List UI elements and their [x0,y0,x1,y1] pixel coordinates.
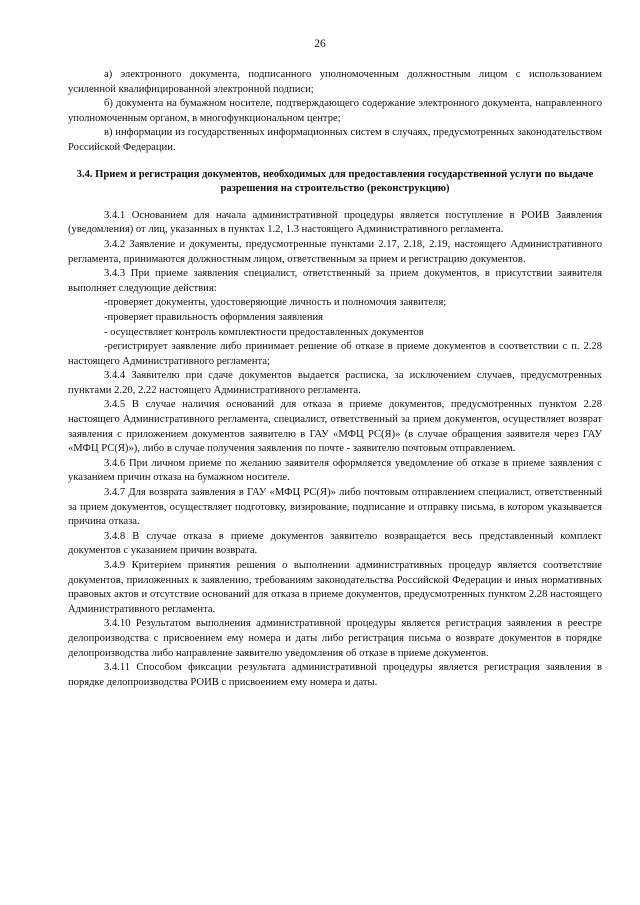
paragraph-3-4-7: 3.4.7 Для возврата заявления в ГАУ «МФЦ РС(Я)» либо почтовым отправлением специалист, ответственный за прием документов, осуществляет подготовку, визирование, подписание и отправку письма, в котором указывается причина отказа. [68,487,602,528]
intro-paragraph-c: в) информации из государственных информационных систем в случаях, предусмотренных законодательством Российской Федерации. [68,127,602,153]
paragraph-3-4-11: 3.4.11 Способом фиксации результата административной процедуры является регистрация заявления в порядке делопроизводства РОИВ с присвоением ему номера и даты. [68,662,602,688]
paragraph-3-4-8: 3.4.8 В случае отказа в приеме документов заявителю возвращается весь представленный комплект документов с указанием причин возврата. [68,530,602,557]
paragraph-3-4-3: 3.4.3 При приеме заявления специалист, ответственный за прием документов, в присутствии заявителя выполняет следующие действия: [68,268,602,294]
paragraph-3-4-4: 3.4.4 Заявителю при сдаче документов выдается расписка, за исключением случаев, предусмотренных пунктами 2.20, 2.22 настоящего Административного регламента. [68,370,602,396]
document-body [68,68,602,690]
intro-paragraph-a: а) электронного документа, подписанного уполномоченным должностным лицом с использованием усиленной квалифицированной электронной подписи; [68,69,602,95]
intro-paragraph-b: б) документа на бумажном носителе, подтверждающего содержание электронного документа, направленного уполномоченным органом, в многофункциональном центре; [68,98,602,124]
section-heading: 3.4. Прием и регистрация документов, необходимых для предоставления государственной услуги по выдаче разрешения на строительство (реконструкцию) [76,168,594,195]
page-number: 26 [314,38,326,50]
list-item-check-identity: -проверяет документы, удостоверяющие личность и полномочия заявителя; [104,297,447,309]
paragraph-3-4-9: 3.4.9 Критерием принятия решения о выполнении административных процедур является соответствие документов, приложенных к заявлению, требованиям законодательства Российской Федерации и иных нормативных правовых актов и отсутствие оснований для отказа в приеме документов, предусмотренных пунктом 2.28 настоящего Административного регламента. [68,560,602,615]
list-item-check-form: -проверяет правильность оформления заявления [104,311,324,323]
list-item-register: -регистрирует заявление либо принимает решение об отказе в приеме документов в соответствии с п. 2.28 настоящего Административного регламента; [68,341,602,367]
paragraph-3-4-6: 3.4.6 При личном приеме по желанию заявителя оформляется уведомление об отказе в приеме заявления с указанием причин отказа на бумажном носителе. [68,457,602,484]
paragraph-3-4-2: 3.4.2 Заявление и документы, предусмотренные пунктами 2.17, 2.18, 2.19, настоящего Административного регламента, принимаются должностным лицом, ответственным за прием и регистрацию документов. [68,238,602,265]
paragraph-3-4-1: 3.4.1 Основанием для начала административной процедуры является поступление в РОИВ Заявления (уведомления) от лиц, указанных в пунктах 1.2, 1.3 настоящего Административного регламента. [68,209,602,236]
paragraph-3-4-10: 3.4.10 Результатом выполнения административной процедуры является регистрация заявления в реестре делопроизводства с присвоением ему номера и даты либо регистрация письма о возврате документов в порядке делопроизводства либо направление заявителю уведомления об отказе в приеме документов. [68,618,602,659]
list-item-check-completeness: - осуществляет контроль комплектности предоставленных документов [104,326,424,338]
paragraph-3-4-5: 3.4.5 В случае наличия оснований для отказа в приеме документов, предусмотренных пунктом 2.28 настоящего Административного регламента, специалист, ответственный за прием документов, осуществляет возврат заявления с приложением документов заявителю в ГАУ «МФЦ РС(Я)» (в случае обращения заявителя через ГАУ «МФЦ РС(Я)»), либо в случае получения заявления по почте - заявителю почтовым отправлением. [68,399,602,455]
